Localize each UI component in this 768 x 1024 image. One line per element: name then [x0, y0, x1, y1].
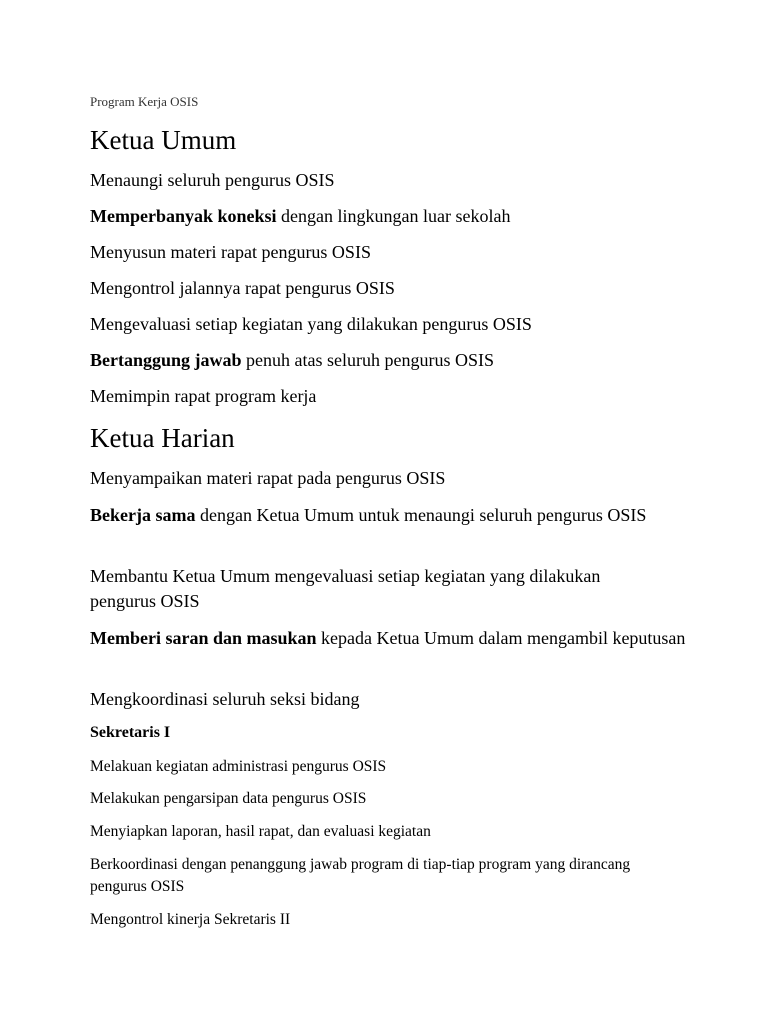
list-item: Mengontrol kinerja Sekretaris II — [90, 911, 291, 928]
list-item: Berkoordinasi dengan penanggung jawab program di tiap-tiap program yang dirancang pengurus OSIS — [90, 856, 631, 895]
list-item: Memberi saran dan masukan kepada Ketua Umum dalam mengambil keputusan — [90, 628, 686, 648]
document-title: Program Kerja OSIS — [90, 94, 199, 109]
section-heading-sekretaris-i: Sekretaris I — [90, 724, 171, 741]
list-item: Mengkoordinasi seluruh seksi bidang — [90, 689, 360, 709]
list-item: Mengevaluasi setiap kegiatan yang dilakukan pengurus OSIS — [90, 314, 532, 334]
section-heading-ketua-harian: Ketua Harian — [90, 423, 235, 453]
list-item: Bertanggung jawab penuh atas seluruh pengurus OSIS — [90, 350, 494, 370]
list-item: Melakukan pengarsipan data pengurus OSIS — [90, 790, 367, 807]
list-item: Melakuan kegiatan administrasi pengurus OSIS — [90, 758, 387, 775]
list-item: Memimpin rapat program kerja — [90, 386, 317, 406]
list-item: Membantu Ketua Umum mengevaluasi setiap kegiatan yang dilakukan pengurus OSIS — [90, 566, 601, 611]
list-item: Menyusun materi rapat pengurus OSIS — [90, 242, 371, 262]
list-item: Menaungi seluruh pengurus OSIS — [90, 170, 335, 190]
list-item: Menyiapkan laporan, hasil rapat, dan evaluasi kegiatan — [90, 823, 431, 840]
list-item: Mengontrol jalannya rapat pengurus OSIS — [90, 278, 395, 298]
list-item: Menyampaikan materi rapat pada pengurus OSIS — [90, 468, 446, 488]
list-item: Bekerja sama dengan Ketua Umum untuk menaungi seluruh pengurus OSIS — [90, 505, 647, 525]
section-heading-ketua-umum: Ketua Umum — [90, 125, 237, 155]
list-item: Memperbanyak koneksi dengan lingkungan luar sekolah — [90, 206, 511, 226]
